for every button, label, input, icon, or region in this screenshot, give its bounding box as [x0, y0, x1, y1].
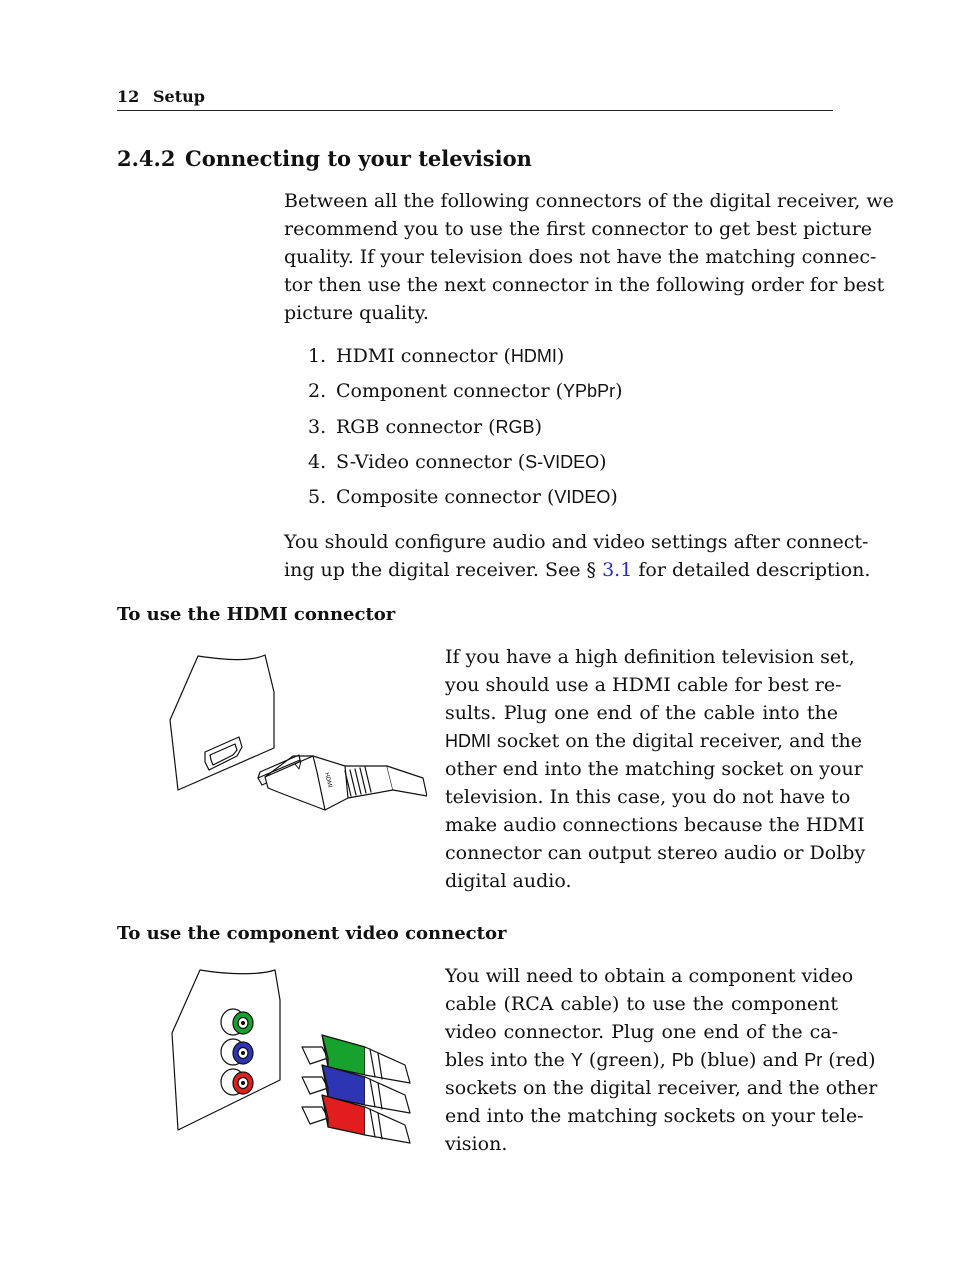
connector-code: YPbPr: [563, 381, 616, 402]
list-item: [308, 413, 623, 448]
hdmi-code: HDMI: [445, 731, 491, 751]
section-heading: [117, 146, 532, 171]
hdmi-line: make audio connections because the HDMI: [445, 814, 865, 836]
hdmi-cable: [387, 766, 427, 796]
component-heading: To use the component video connector: [117, 923, 507, 944]
list-number: 2.: [308, 380, 327, 403]
hdmi-illustration: [165, 648, 427, 818]
hdmi-line: If you have a high definition television set,: [445, 646, 855, 668]
intro-line: picture quality.: [284, 302, 429, 324]
hdmi-line: connector can output stereo audio or Dolby: [445, 842, 866, 864]
intro-line: tor then use the next connector in the following order for best: [284, 274, 885, 296]
list-text: RGB connector (: [336, 415, 496, 438]
connector-code: S-VIDEO: [525, 451, 600, 472]
plug-label: HDMI: [323, 772, 333, 789]
component-line: video connector. Plug one end of the ca-: [445, 1021, 838, 1043]
hdmi-line: [445, 727, 862, 755]
component-line: sockets on the digital receiver, and the other: [445, 1077, 878, 1099]
section-link[interactable]: 3.1: [602, 559, 633, 581]
component-line: [445, 1046, 876, 1074]
hdmi-heading: To use the HDMI connector: [117, 604, 396, 625]
list-item: [308, 483, 623, 518]
configure-paragraph: [284, 528, 871, 584]
config-text: for detailed description.: [632, 559, 871, 581]
list-close: ): [556, 345, 565, 367]
list-close: ): [599, 450, 607, 473]
intro-line: quality. If your television does not have the matching connec-: [284, 246, 877, 268]
chapter-title: Setup: [153, 87, 205, 106]
component-line: You will need to obtain a component video: [445, 965, 854, 987]
list-close: ): [534, 415, 542, 438]
green-socket: [221, 1009, 253, 1035]
section-title: Connecting to your television: [185, 146, 532, 171]
config-text: ing up the digital receiver. See §: [284, 559, 603, 581]
component-line: cable (RCA cable) to use the component: [445, 993, 838, 1015]
component-text: (green),: [582, 1049, 672, 1071]
list-close: ): [615, 380, 623, 403]
list-text: HDMI connector (: [336, 345, 511, 367]
page-number: 12: [117, 87, 140, 106]
component-paragraph: [445, 962, 878, 1158]
hdmi-text: socket on the digital receiver, and the: [491, 730, 862, 752]
connector-code: VIDEO: [554, 487, 611, 508]
section-number: 2.4.2: [117, 146, 176, 171]
list-close: ): [610, 486, 618, 509]
component-illustration: [170, 965, 430, 1165]
connector-code: RGB: [495, 416, 535, 437]
list-number: 1.: [308, 345, 327, 367]
component-text: (blue) and: [693, 1049, 805, 1071]
intro-line: recommend you to use the first connector to get best picture: [284, 218, 873, 240]
blue-socket: [221, 1039, 253, 1065]
hdmi-line: other end into the matching socket on your: [445, 758, 863, 780]
list-number: 3.: [308, 415, 327, 438]
connector-code: HDMI: [510, 346, 557, 366]
hdmi-line: you should use a HDMI cable for best re-: [445, 674, 842, 696]
list-item: [308, 342, 623, 377]
hdmi-paragraph: [445, 643, 866, 895]
component-text: bles into the: [445, 1049, 571, 1071]
y-code: Y: [570, 1050, 583, 1070]
config-line: You should configure audio and video settings after connect-: [284, 531, 869, 553]
list-text: S-Video connector (: [336, 450, 526, 473]
hdmi-line: digital audio.: [445, 870, 572, 892]
pr-code: Pr: [804, 1050, 823, 1070]
intro-paragraph: [284, 187, 894, 327]
receiver-panel: [170, 655, 274, 790]
list-item: [308, 377, 623, 412]
list-text: Composite connector (: [336, 486, 555, 509]
pb-code: Pb: [671, 1050, 694, 1070]
list-number: 4.: [308, 450, 327, 473]
list-item: [308, 448, 623, 483]
hdmi-line: sults. Plug one end of the cable into the: [445, 702, 838, 724]
component-line: end into the matching sockets on your tele-: [445, 1105, 864, 1127]
list-text: Component connector (: [336, 380, 564, 403]
intro-line: Between all the following connectors of the digital receiver, we: [284, 190, 894, 212]
config-line: [284, 556, 871, 584]
component-line: vision.: [445, 1133, 508, 1155]
connector-list: [308, 342, 623, 518]
running-header: [117, 86, 833, 111]
hdmi-line: television. In this case, you do not have to: [445, 786, 851, 808]
component-text: (red): [822, 1049, 876, 1071]
red-socket: [221, 1069, 253, 1095]
list-number: 5.: [308, 486, 327, 509]
